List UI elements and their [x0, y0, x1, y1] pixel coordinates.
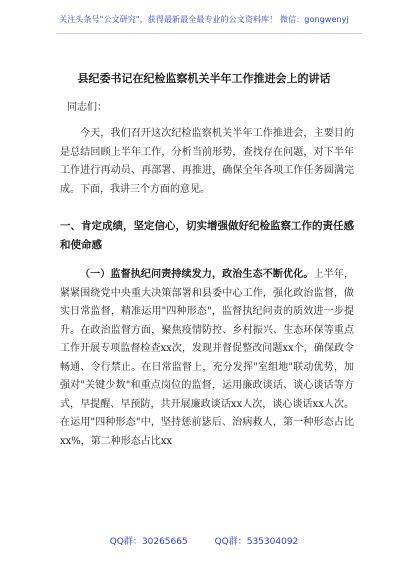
document-title: 县纪委书记在纪检监察机关半年工作推进会上的讲话 — [77, 72, 331, 85]
subsection-heading: （一）监督执纪问责持续发力，政治生态不断优化。 — [80, 269, 314, 280]
footer — [0, 534, 408, 547]
intro-paragraph: 今天，我们召开这次纪检监察机关半年工作推进会，主要目的是总结回顾上半年工作，分析当前形势，查找存在问题，对下半年工作进行再动员、再部署、再推进，确保全年各项工作任务圆满完成。下面，我讲三个方面的意见。 — [60, 128, 354, 195]
footer-qq-group-2: QQ群：535304092 — [214, 537, 299, 547]
footer-qq-group-1: QQ群：30265665 — [109, 537, 188, 547]
body-paragraph — [60, 266, 354, 451]
subsection-body: 上半年，紧紧围绕党中央重大决策部署和县委中心工作，强化政治监督，做实日常监督，精准运用"四种形态"，监督执纪问责的质效进一步提升。在政治监督方面，聚焦疫情防控、乡村振兴、生态环保等重点工作开展专项监督检查xx次，发现并督促整改问题xx个，确保政令畅通、令行禁止。在日常监督上，充分发挥"室组地"联动优势，加强对"关键少数"和重点岗位的监督，运用廉政谈话、谈心谈话等方式，早提醒、早预防，共开展廉政谈话xx人次，谈心谈话xx人次。在运用"四种形态"中，坚持惩前毖后、治病救人，第一种形态占比xx%，第二种形态占比xx — [60, 269, 355, 447]
header-banner: 关注头条号"公文研究"，获得最新最全最专业的公文资料库！ 微信：gongwenyj — [59, 15, 349, 24]
header-divider — [56, 33, 362, 34]
section-heading: 一、肯定成绩，坚定信心，切实增强做好纪检监察工作的责任感和使命感 — [60, 220, 354, 251]
salutation: 同志们： — [67, 102, 107, 113]
